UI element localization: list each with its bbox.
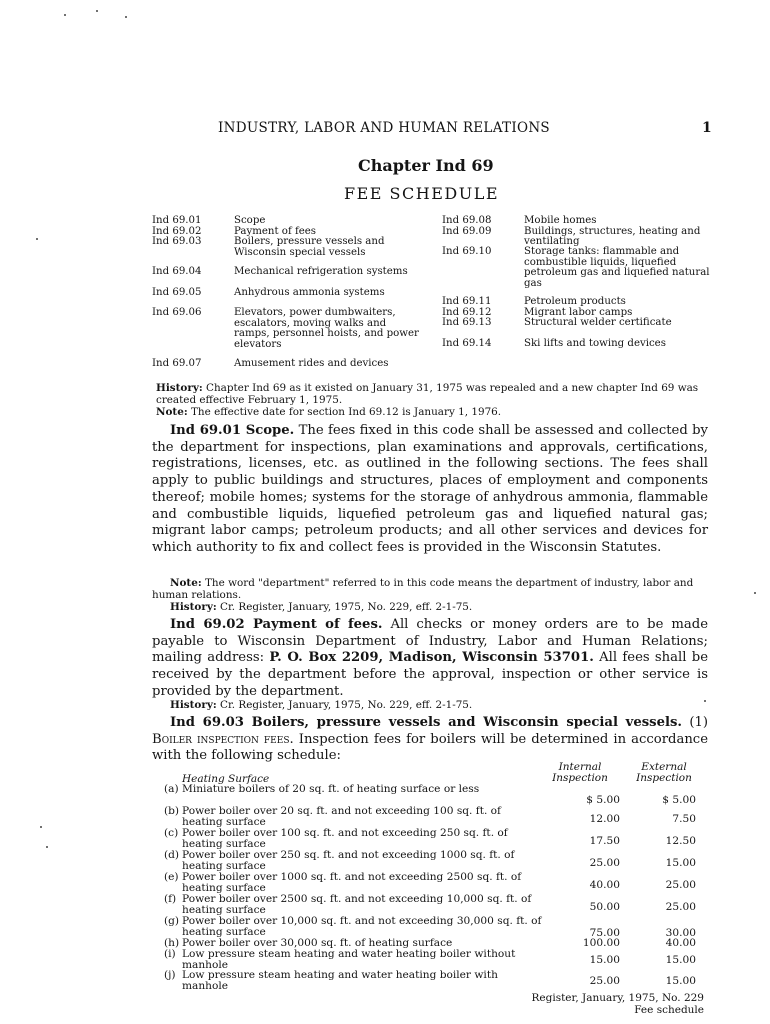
history-label: History: [170, 601, 217, 613]
history-text: Cr. Register, January, 1975, No. 229, eff. 2-1-75. [220, 699, 473, 711]
external-fee: $ 5.00 [662, 794, 696, 806]
chapter-subtitle: FEE SCHEDULE [344, 184, 499, 203]
row-description: Low pressure steam heating and water heating boiler without manhole [182, 948, 516, 971]
toc-title: Payment of fees [234, 225, 317, 237]
row-description: Low pressure steam heating and water heating boiler with manhole [182, 969, 498, 992]
internal-fee: 50.00 [589, 901, 620, 913]
table-of-contents [152, 216, 712, 376]
section-69-01 [152, 423, 708, 557]
external-fee: 25.00 [665, 901, 696, 913]
note-text: The word "department" referred to in this code means the department of industry, labor and human relations. [152, 577, 694, 601]
row-letter: (a) [164, 783, 179, 795]
scan-speck [64, 14, 66, 16]
row-letter: (j) [164, 969, 176, 981]
history-note [152, 602, 708, 614]
toc-title: Amusement rides and devices [234, 358, 389, 369]
column-header-internal: Internal Inspection [552, 761, 608, 784]
row-description: Power boiler over 20 sq. ft. and not exceeding 100 sq. ft. of heating surface [182, 805, 501, 828]
internal-fee: 25.00 [589, 975, 620, 987]
history-text: Cr. Register, January, 1975, No. 229, eff. 2-1-75. [220, 601, 473, 613]
mailing-address: P. O. Box 2209, Madison, Wisconsin 53701. [269, 650, 594, 666]
row-description: Miniature boilers of 20 sq. ft. of heating surface or less [182, 783, 480, 795]
section-heading: Ind 69.01 Scope. [170, 423, 295, 438]
toc-title: Anhydrous ammonia systems [234, 287, 385, 298]
section-heading: Ind 69.02 Payment of fees. [170, 617, 383, 632]
internal-fee: 100.00 [582, 937, 620, 949]
register-citation: Register, January, 1975, No. 229 [531, 992, 704, 1004]
row-letter: (i) [164, 948, 176, 960]
toc-title: Elevators, power dumbwaiters, escalators, moving walks and ramps, personnel hoists, and power elevators [234, 307, 419, 350]
section-text: Inspection fees for boilers will be determined in accordance with the following schedule: [152, 731, 709, 764]
section-69-02 [152, 617, 708, 701]
row-description: Power boiler over 100 sq. ft. and not exceeding 250 sq. ft. of heating surface [182, 827, 508, 850]
scan-speck [46, 846, 48, 848]
internal-fee: 12.00 [589, 813, 620, 825]
history-text: Chapter Ind 69 as it existed on January 31, 1975 was repealed and a new chapter Ind 69 was created effective February 1, 1975. [156, 382, 699, 406]
internal-fee: 15.00 [589, 954, 620, 966]
toc-number: Ind 69.14 [442, 338, 492, 349]
column-header-external: External Inspection [636, 761, 692, 784]
toc-title: Mechanical refrigeration systems [234, 266, 408, 277]
toc-number: Ind 69.01 [152, 215, 202, 226]
toc-number: Ind 69.05 [152, 287, 202, 298]
note-text: The effective date for section Ind 69.12 is January 1, 1976. [191, 406, 502, 418]
boiler-fee-table [164, 761, 710, 992]
external-fee: 15.00 [665, 954, 696, 966]
history-label: History: [170, 699, 217, 711]
note-label: Note: [156, 406, 188, 418]
history-note [156, 383, 708, 406]
internal-fee: 75.00 [589, 927, 620, 939]
effective-date-note [156, 407, 708, 419]
section-heading: Ind 69.03 Boilers, pressure vessels and Wisconsin special vessels. [170, 715, 682, 730]
external-fee: 15.00 [665, 975, 696, 987]
toc-title: Petroleum products [524, 296, 626, 307]
internal-fee: 25.00 [589, 857, 620, 869]
toc-number: Ind 69.11 [442, 296, 492, 307]
page-footer [400, 992, 704, 1016]
running-header: INDUSTRY, LABOR AND HUMAN RELATIONS [218, 120, 550, 136]
row-letter: (e) [164, 871, 179, 883]
row-description: Power boiler over 10,000 sq. ft. and not exceeding 30,000 sq. ft. of heating surface [182, 915, 542, 938]
toc-number: Ind 69.12 [442, 306, 492, 318]
row-letter: (f) [164, 893, 177, 905]
scan-speck [754, 592, 756, 594]
internal-fee: 17.50 [589, 835, 620, 847]
note-label: Note: [170, 577, 202, 589]
section-text: All checks or money orders are to be made payable to Wisconsin Department of Industry, Labor and Human Relations; mailing address: [152, 617, 708, 666]
external-fee: 15.00 [665, 857, 696, 869]
page-number: 1 [702, 120, 712, 136]
toc-title: Ski lifts and towing devices [524, 338, 666, 349]
history-note [152, 700, 708, 712]
toc-number: Ind 69.10 [442, 246, 492, 257]
row-description: Power boiler over 30,000 sq. ft. of heating surface [182, 937, 453, 949]
column-header-heating-surface: Heating Surface [182, 773, 270, 785]
toc-title: Storage tanks: flammable and combustible liquids, liquefied petroleum gas and liquefied natural gas [524, 246, 710, 289]
row-letter: (b) [164, 805, 180, 817]
row-description: Power boiler over 1000 sq. ft. and not exceeding 2500 sq. ft. of heating surface [182, 871, 522, 894]
toc-title: Scope [234, 215, 266, 226]
toc-number: Ind 69.07 [152, 358, 202, 369]
external-fee: 30.00 [665, 927, 696, 939]
toc-title: Migrant labor camps [524, 306, 633, 318]
section-text: All fees shall be received by the department before the approval, inspection or other service is provided by the department. [152, 650, 709, 699]
internal-fee: 40.00 [589, 879, 620, 891]
toc-number: Ind 69.06 [152, 307, 202, 318]
scan-speck [36, 238, 38, 240]
toc-title: Structural welder certificate [524, 317, 672, 328]
chapter-title: Chapter Ind 69 [358, 156, 494, 175]
subsection-label: (1) Boiler inspection fees. [152, 715, 708, 747]
department-note [152, 578, 708, 601]
section-text: The fees fixed in this code shall be assessed and collected by the department for inspections, plan examinations and approvals, certifications, registrations, licenses, etc. as outlined in the following sections. The fees shall apply to public buildings and structures, places of employment and components thereof; mobile homes; systems for the storage of anhydrous ammonia, flammable and combustible liquids, liquefied petroleum gas and liquefied natural gas; migrant labor camps; petroleum products; and all other services and devices for which authority to fix and collect fees is provided in the Wisconsin Statutes. [152, 423, 708, 555]
row-letter: (c) [164, 827, 179, 839]
history-label: History: [156, 382, 203, 394]
toc-number: Ind 69.13 [442, 317, 492, 328]
row-letter: (d) [164, 849, 180, 861]
row-letter: (h) [164, 937, 180, 949]
toc-number: Ind 69.03 [152, 236, 202, 247]
footer-section-name: Fee schedule [634, 1004, 704, 1016]
toc-number: Ind 69.02 [152, 225, 202, 237]
internal-fee: $ 5.00 [586, 794, 620, 806]
scan-speck [40, 826, 42, 828]
scan-speck [96, 10, 98, 12]
toc-number: Ind 69.04 [152, 266, 202, 277]
toc-title: Buildings, structures, heating and ventilating [524, 225, 701, 248]
external-fee: 40.00 [665, 937, 696, 949]
toc-title: Boilers, pressure vessels and Wisconsin special vessels [234, 236, 385, 258]
toc-title: Mobile homes [524, 215, 597, 226]
row-letter: (g) [164, 915, 180, 927]
row-description: Power boiler over 2500 sq. ft. and not exceeding 10,000 sq. ft. of heating surface [182, 893, 532, 916]
external-fee: 12.50 [665, 835, 696, 847]
scan-speck [125, 16, 127, 18]
external-fee: 7.50 [672, 813, 696, 825]
section-69-03 [152, 715, 708, 765]
toc-number: Ind 69.09 [442, 225, 492, 237]
row-description: Power boiler over 250 sq. ft. and not exceeding 1000 sq. ft. of heating surface [182, 849, 515, 872]
toc-number: Ind 69.08 [442, 215, 492, 226]
external-fee: 25.00 [665, 879, 696, 891]
